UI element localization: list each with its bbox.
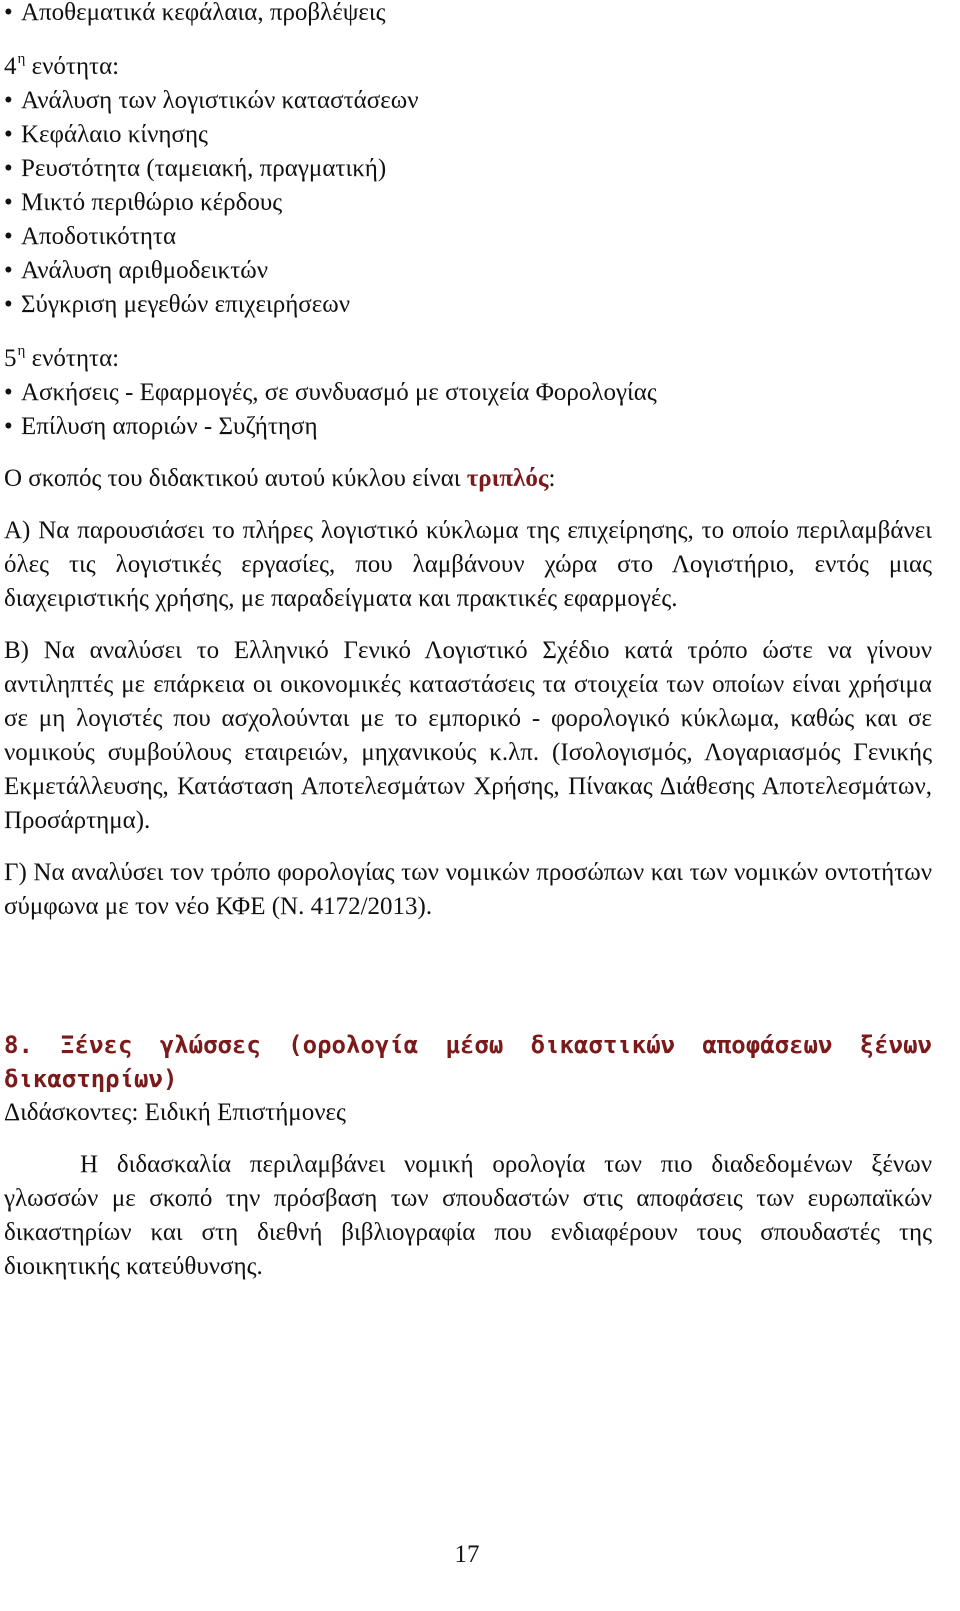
paragraph-c: Γ) Να αναλύσει τον τρόπο φορολογίας των νομικών προσώπων και των νομικών οντοτήτων σύμφωνα με τον νέο ΚΦΕ (Ν. 4172/2013). xyxy=(4,859,932,920)
bullet-item xyxy=(4,152,960,186)
purpose-statement: Ο σκοπός του διδακτικού αυτού κύκλου είναι τριπλός: xyxy=(4,465,556,492)
bullet-item xyxy=(4,118,960,152)
bullet-icon: • xyxy=(4,87,13,114)
bullet-text: Ασκήσεις - Εφαρμογές, σε συνδυασμό με στοιχεία Φορολογίας xyxy=(21,379,657,406)
section-8-paragraph: Η διδασκαλία περιλαμβάνει νομική ορολογία των πιο διαδεδομένων ξένων γλωσσών με σκοπό την πρόσβαση των σπουδαστών στις αποφάσεις των ευρωπαϊκών δικαστηρίων και στη διεθνή βιβλιογραφία που ενδιαφέρουν τους σπουδαστές της διοικητικής κατεύθυνσης. xyxy=(4,1151,932,1280)
section-8-teachers: Διδάσκοντες: Ειδική Επιστήμονες xyxy=(4,1099,346,1126)
bullet-icon: • xyxy=(4,257,13,284)
bullet-item xyxy=(4,0,960,30)
bullet-item xyxy=(4,186,960,220)
bullet-item xyxy=(4,376,960,410)
bullet-text: Επίλυση αποριών - Συζήτηση xyxy=(21,413,318,440)
unit-4-heading: $4^\eta$ ενότητα: xyxy=(4,50,120,80)
bullet-icon: • xyxy=(4,189,13,216)
bullet-icon: • xyxy=(4,379,13,406)
bullet-item xyxy=(4,254,960,288)
bullet-icon: • xyxy=(4,121,13,148)
bullet-item xyxy=(4,288,960,322)
bullet-text: Αποδοτικότητα xyxy=(21,223,177,250)
bullet-text: Ανάλυση αριθμοδεικτών xyxy=(21,257,269,284)
bullet-text: Ανάλυση των λογιστικών καταστάσεων xyxy=(21,87,419,114)
bullet-item xyxy=(4,84,960,118)
bullet-item xyxy=(4,220,960,254)
bullet-item xyxy=(4,410,960,444)
section-8-title: 8. Ξένες γλώσσες (ορολογία μέσω δικαστικών αποφάσεων ξένων δικαστηρίων) xyxy=(4,1031,932,1093)
bullet-text: Σύγκριση μεγεθών επιχειρήσεων xyxy=(21,291,351,318)
paragraph-a: Α) Να παρουσιάσει το πλήρες λογιστικό κύκλωμα της επιχείρησης, το οποίο περιλαμβάνει όλες τις λογιστικές εργασίες, που λαμβάνουν χώρα στο Λογιστήριο, εντός μιας διαχειριστικής χρήσης, με παραδείγματα και πρακτικές εφαρμογές. xyxy=(4,517,932,612)
bullet-text: Κεφάλαιο κίνησης xyxy=(21,121,208,148)
bullet-icon: • xyxy=(4,291,13,318)
document-page xyxy=(4,0,960,1284)
paragraph-b: Β) Να αναλύσει το Ελληνικό Γενικό Λογιστικό Σχέδιο κατά τρόπο ώστε να γίνουν αντιληπτές με επάρκεια οι οικονομικές καταστάσεις τα στοιχεία των οποίων είναι χρήσιμα σε μη λογιστές που ασχολούνται με το εμπορικό - φορολογικό κύκλωμα, καθώς και σε νομικούς συμβούλους εταιρειών, μηχανικούς κ.λπ. (Ισολογισμός, Λογαριασμός Γενικής Εκμετάλλευσης, Κατάσταση Αποτελεσμάτων Χρήσης, Πίνακας Διάθεσης Αποτελεσμάτων, Προσάρτημα). xyxy=(4,637,932,834)
bullet-text: Ρευστότητα (ταμειακή, πραγματική) xyxy=(21,155,387,182)
bullet-icon: • xyxy=(4,155,13,182)
bullet-text: Αποθεματικά κεφάλαια, προβλέψεις xyxy=(21,0,386,26)
bullet-icon: • xyxy=(4,413,13,440)
bullet-icon: • xyxy=(4,223,13,250)
bullet-text: Μικτό περιθώριο κέρδους xyxy=(21,189,283,216)
page-number: 17 xyxy=(454,1541,480,1568)
unit-5-heading: $5^\eta$ ενότητα: xyxy=(4,342,120,372)
bullet-icon: • xyxy=(4,0,13,26)
purpose-emphasis: τριπλός xyxy=(466,465,549,492)
